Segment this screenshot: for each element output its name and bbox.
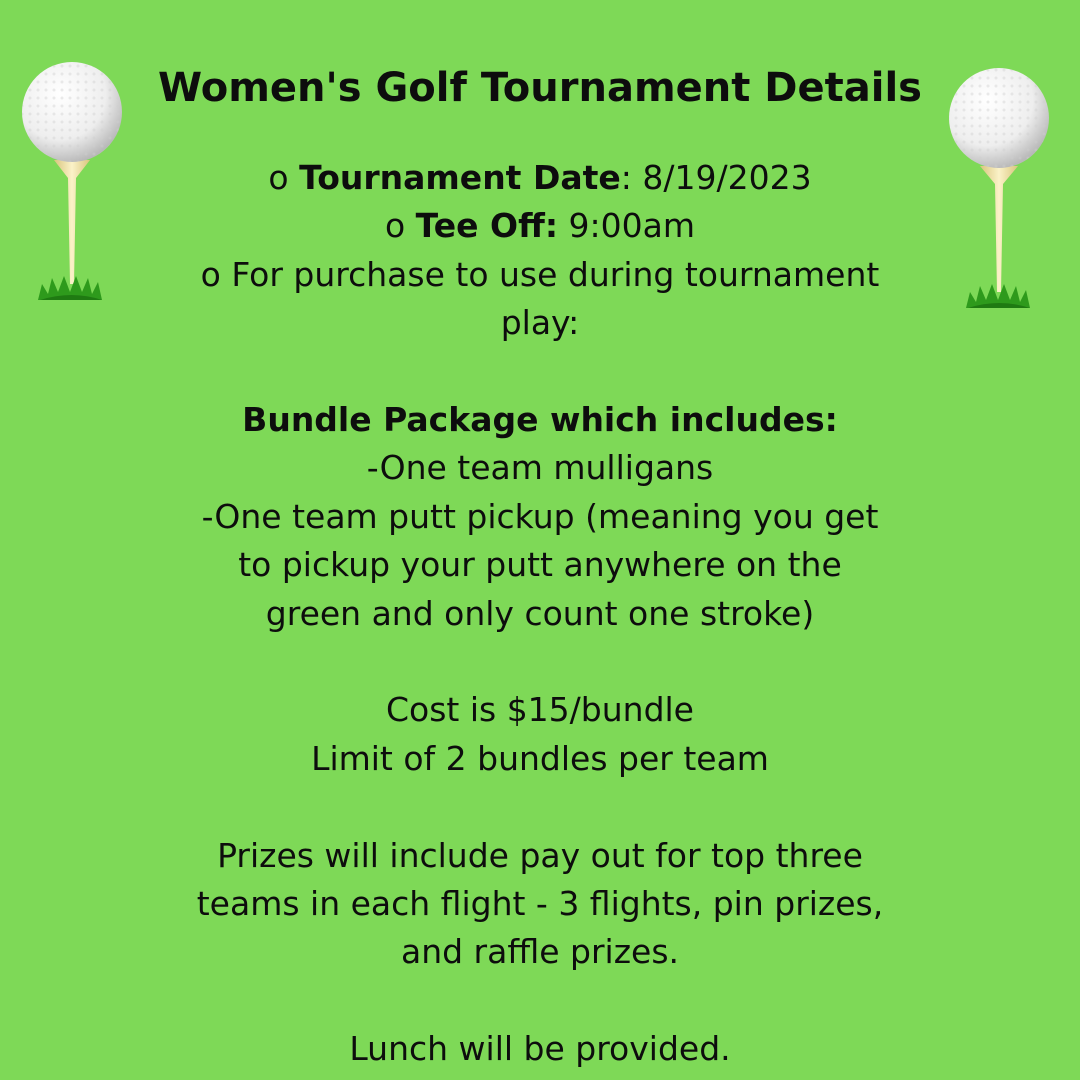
bundle-item-putt-pickup: -One team putt pickup (meaning you get to pickup your putt anywhere on the green and only count one stroke) (201, 496, 879, 633)
bundle-item-mulligans: -One team mulligans (366, 448, 714, 488)
limit-line: Limit of 2 bundles per team (311, 738, 769, 778)
cost-line: Cost is $15/bundle (385, 690, 694, 730)
page-title: Women's Golf Tournament Details (158, 65, 922, 111)
bundle-heading (190, 396, 890, 444)
purchase-note: o For purchase to use during tournament play: (200, 254, 880, 343)
tee-off-label: Tee Off: (415, 206, 559, 246)
date-separator: : (620, 158, 632, 197)
tournament-date-line (190, 154, 890, 202)
tee-off-line (190, 202, 890, 250)
tee-off-bullet: o (384, 206, 406, 246)
details-block (190, 154, 890, 1074)
prizes-text: Prizes will include pay out for top three teams in each flight - 3 flights, pin prizes, and raffle prizes. (196, 835, 884, 972)
date-value: 8/19/2023 (642, 158, 812, 197)
bundle-heading-text: Bundle Package which includes: (242, 400, 838, 440)
tee-off-value: 9:00am (568, 206, 696, 246)
lunch-text: Lunch will be provided. (349, 1029, 731, 1069)
date-label: Tournament Date (299, 158, 621, 197)
date-bullet: o (268, 158, 289, 197)
